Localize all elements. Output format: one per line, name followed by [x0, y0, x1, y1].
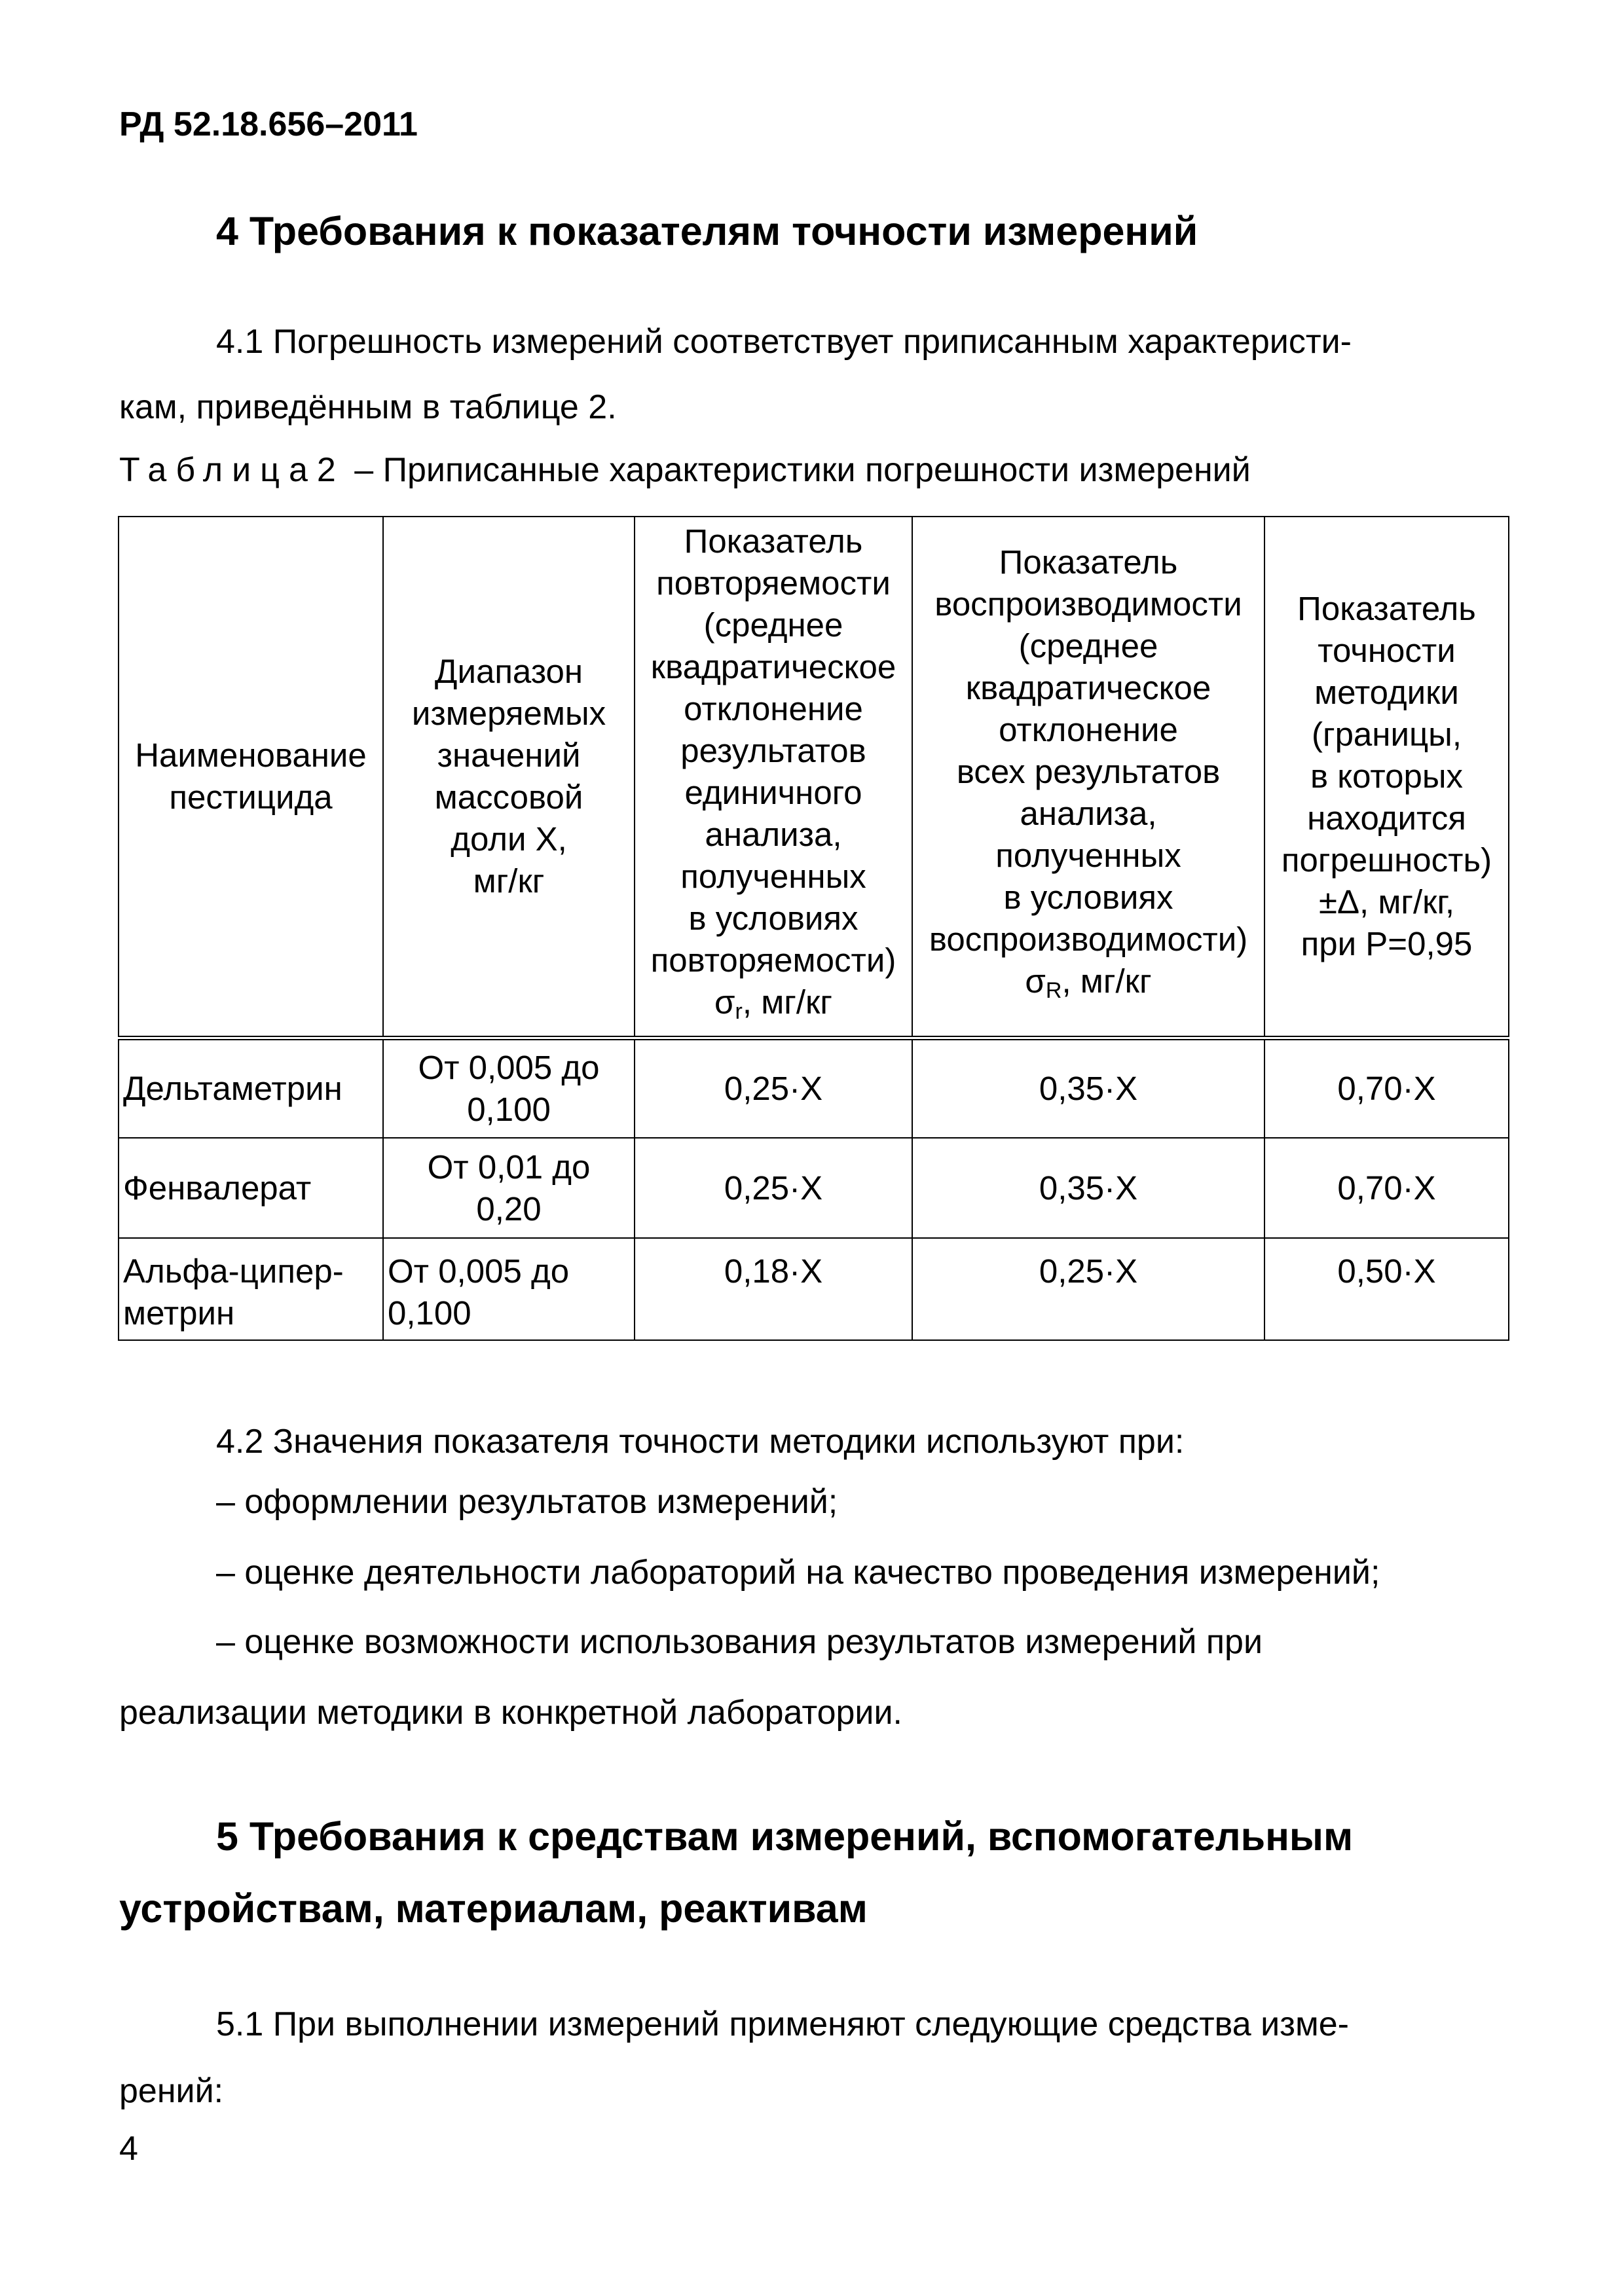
header-range: Диапазон измеряемых значений массовой доли X, мг/кг — [383, 517, 635, 1038]
cell-pesticide-name: Дельтаметрин — [119, 1038, 383, 1138]
section-4-heading: 4 Требования к показателям точности измерений — [216, 209, 1198, 253]
cell-delta: 0,70·X — [1264, 1138, 1509, 1238]
list-item: – оценке возможности использования результатов измерений при — [216, 1623, 1263, 1661]
table-row — [119, 1038, 1509, 1138]
cell-pesticide-name: Альфа-ципер- метрин — [119, 1238, 383, 1340]
cell-sigma-R: 0,35·X — [912, 1038, 1264, 1138]
header-repeatability-text: Показатель повторяемости (среднее квадратическое отклонение результатов единичного анализа, полученных в условиях повторяемости) — [650, 522, 896, 979]
header-repeatability-symbol: $\sigma_r$, мг/кг — [714, 983, 832, 1024]
header-accuracy: Показатель точности методики (границы, в которых находится погрешность) ±Δ, мг/кг, при P=0,95 — [1264, 517, 1509, 1038]
cell-sigma-r: 0,25·X — [635, 1138, 912, 1238]
list-item: – оформлении результатов измерений; — [216, 1483, 838, 1521]
para-4-1-line2: кам, приведённым в таблице 2. — [119, 388, 617, 426]
cell-delta: 0,70·X — [1264, 1038, 1509, 1138]
header-reproducibility-symbol: $\sigma_R$, мг/кг — [1025, 962, 1152, 1003]
cell-delta: 0,50·X — [1264, 1238, 1509, 1340]
document-code: РД 52.18.656–2011 — [119, 105, 418, 143]
cell-pesticide-name: Фенвалерат — [119, 1138, 383, 1238]
table-caption-text: – Приписанные характеристики погрешности измерений — [344, 451, 1251, 489]
cell-sigma-r: 0,18·X — [635, 1238, 912, 1340]
para-5-1-line2: рений: — [119, 2072, 224, 2110]
para-4-2-intro: 4.2 Значения показателя точности методики используют при: — [216, 1423, 1185, 1461]
cell-sigma-r: 0,25·X — [635, 1038, 912, 1138]
cell-range: От 0,005 до 0,100 — [383, 1038, 635, 1138]
cell-range: От 0,005 до 0,100 — [383, 1238, 635, 1340]
para-5-1-line1: 5.1 При выполнении измерений применяют следующие средства изме- — [216, 2005, 1349, 2043]
table-row — [119, 1138, 1509, 1238]
header-reproducibility — [912, 517, 1264, 1038]
list-item: – оценке деятельности лабораторий на качество проведения измерений; — [216, 1554, 1380, 1592]
header-reproducibility-text: Показатель воспроизводимости (среднее квадратическое отклонение всех результатов анализа, полученных в условиях воспроизводимости) — [929, 543, 1248, 958]
list-item-continuation: реализации методики в конкретной лаборатории. — [119, 1694, 902, 1732]
header-pesticide-name: Наименование пестицида — [119, 517, 383, 1038]
header-repeatability — [635, 517, 912, 1038]
table-caption-label: Таблица2 — [119, 451, 345, 489]
page-number: 4 — [119, 2130, 138, 2168]
section-5-heading-line1: 5 Требования к средствам измерений, вспомогательным — [216, 1814, 1354, 1859]
table-row — [119, 1238, 1509, 1340]
characteristics-table — [118, 516, 1509, 1341]
para-4-1-line1: 4.1 Погрешность измерений соответствует приписанным характеристи- — [216, 323, 1352, 361]
section-5-heading-line2: устройствам, материалам, реактивам — [119, 1886, 868, 1931]
cell-range: От 0,01 до 0,20 — [383, 1138, 635, 1238]
cell-sigma-R: 0,25·X — [912, 1238, 1264, 1340]
table-caption — [119, 450, 1251, 490]
cell-sigma-R: 0,35·X — [912, 1138, 1264, 1238]
table-header-row — [119, 517, 1509, 1038]
